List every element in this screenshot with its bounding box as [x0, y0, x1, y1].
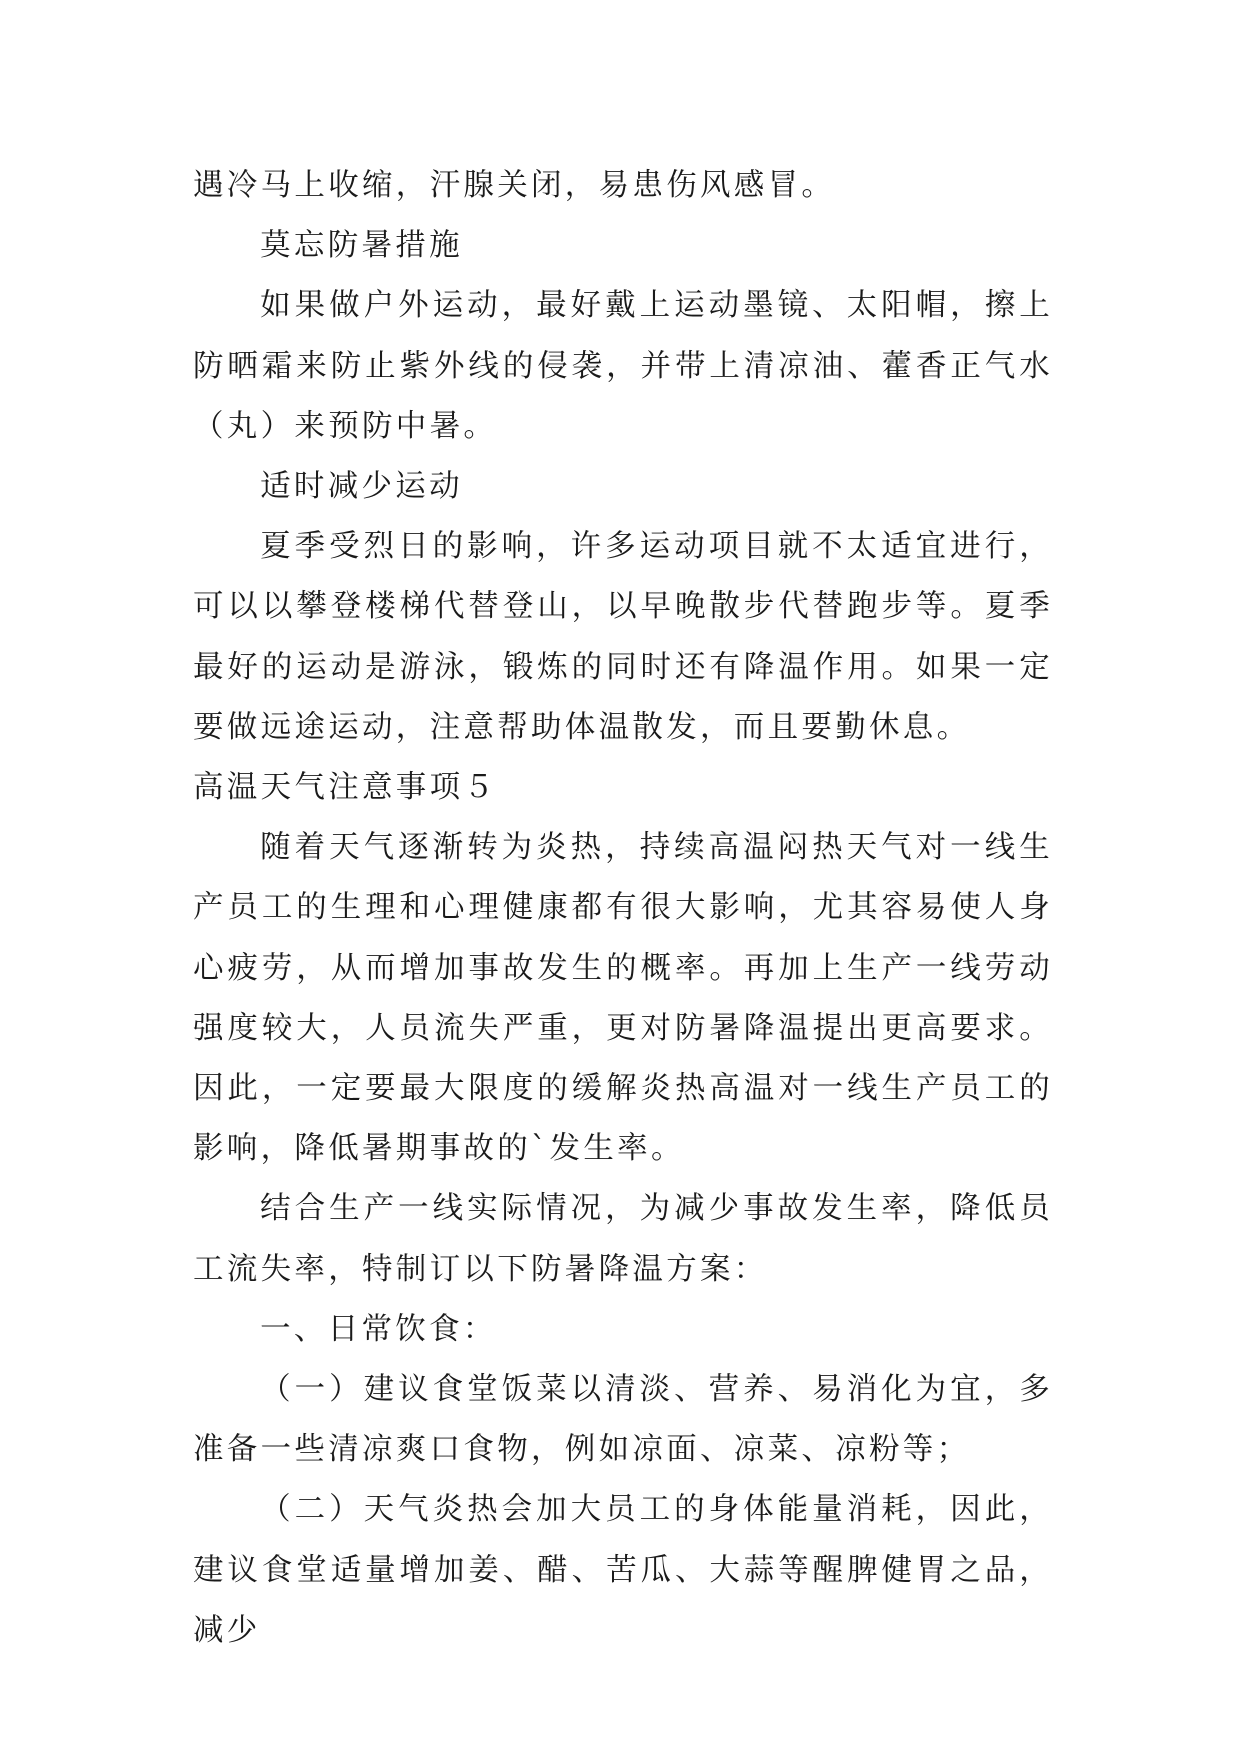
paragraph-outdoor-exercise: 如果做户外运动，最好戴上运动墨镜、太阳帽，擦上防晒霜来防止紫外线的侵袭，并带上清凉油、藿香正气水（丸）来预防中暑。: [193, 288, 1053, 444]
paragraph-continuation: 遇冷马上收缩，汗腺关闭，易患伤风感冒。: [193, 168, 836, 203]
paragraph-plan: 结合生产一线实际情况，为减少事故发生率，降低员工流失率，特制订以下防暑降温方案：: [193, 1191, 1053, 1287]
list-heading-diet: 一、日常饮食：: [260, 1311, 497, 1347]
paragraph-intro: 随着天气逐渐转为炎热，持续高温闷热天气对一线生产员工的生理和心理健康都有很大影响，尤其容易使人身心疲劳，从而增加事故发生的概率。再加上生产一线劳动强度较大，人员流失严重，更对防暑降温提出更高要求。因此，一定要最大限度的缓解炎热高温对一线生产员工的影响，降低暑期事故的`发生率。: [193, 830, 1053, 1167]
document-body: [193, 156, 1053, 1661]
list-item-1: （一）建议食堂饭菜以清淡、营养、易消化为宜，多准备一些清凉爽口食物，例如凉面、凉菜、凉粉等；: [193, 1372, 1053, 1468]
paragraph-summer-exercise: 夏季受烈日的影响，许多运动项目就不太适宜进行，可以以攀登楼梯代替登山，以早晚散步代替跑步等。夏季最好的运动是游泳，锻炼的同时还有降温作用。如果一定要做远途运动，注意帮助体温散发，而且要勤休息。: [193, 529, 1053, 745]
subheading-reduce-exercise: 适时减少运动: [260, 469, 463, 505]
list-item-2: （二）天气炎热会加大员工的身体能量消耗，因此，建议食堂适量增加姜、醋、苦瓜、大蒜等醒脾健胃之品，减少: [193, 1492, 1053, 1648]
subheading-heat-prevention: 莫忘防暑措施: [260, 228, 463, 264]
section-heading: 高温天气注意事项５: [193, 770, 498, 806]
